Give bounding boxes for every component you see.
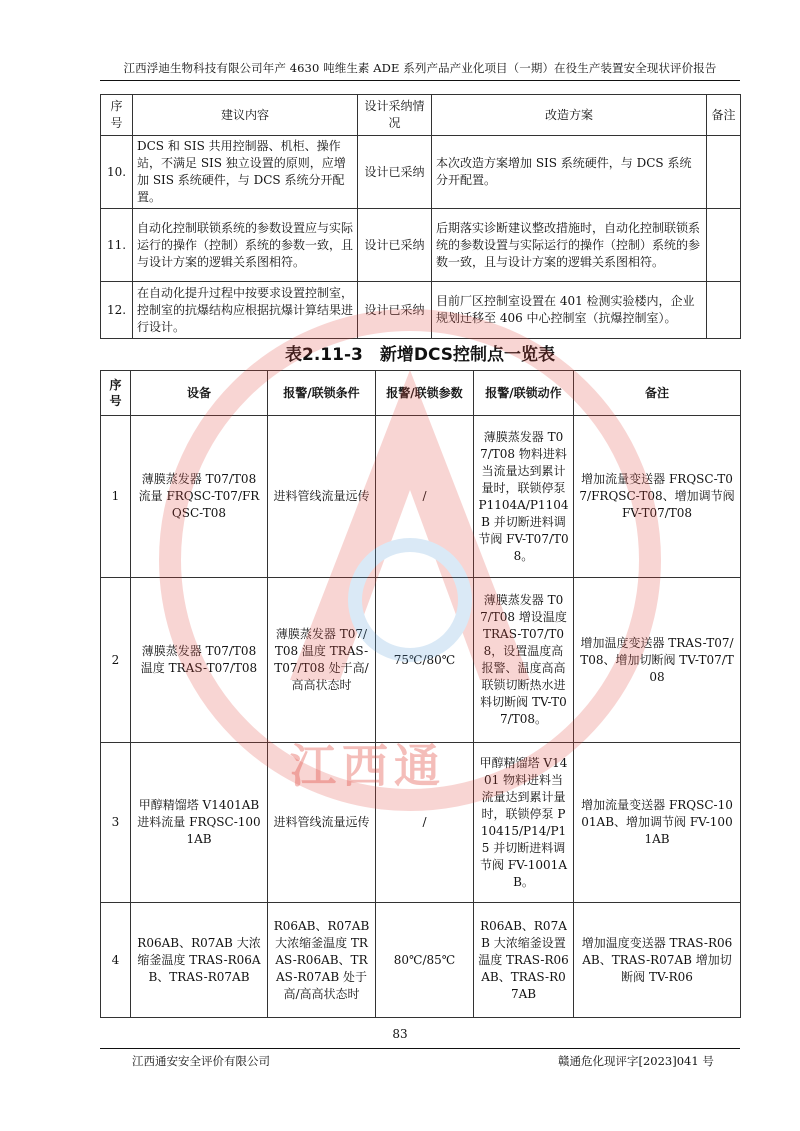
table-row	[101, 136, 741, 209]
row-no: 2	[101, 578, 131, 743]
alarm-action: 薄膜蒸发器 T07/T08 物料进料当流量达到累计量时，联锁停泵 P1104A/P1104B 并切断进料调节阀 FV-T07/T08。	[474, 416, 574, 578]
alarm-param: /	[376, 743, 474, 903]
t2-header-action: 报警/联锁动作	[474, 371, 574, 416]
row-no: 11.	[101, 209, 133, 282]
remark: 增加温度变送器 TRAS-T07/T08、增加切断阀 TV-T07/T08	[574, 578, 741, 743]
row-note	[707, 282, 741, 339]
modification-plan: 后期落实诊断建议整改措施时，自动化控制联锁系统的参数设置与实际运行的操作（控制）系统的参数一致，且与设计方案的逻辑关系图相符。	[432, 209, 707, 282]
table-row	[101, 743, 741, 903]
alarm-condition: 进料管线流量远传	[268, 743, 376, 903]
alarm-param: 80℃/85℃	[376, 903, 474, 1018]
suggestion-table	[100, 94, 741, 339]
remark: 增加温度变送器 TRAS-R06AB、TRAS-R07AB 增加切断阀 TV-R06	[574, 903, 741, 1018]
modification-plan: 目前厂区控制室设置在 401 检测实验楼内，企业规划迁移至 406 中心控制室（抗爆控制室）。	[432, 282, 707, 339]
alarm-condition: 薄膜蒸发器 T07/T08 温度 TRAS-T07/T08 处于高/高高状态时	[268, 578, 376, 743]
t1-header-no: 序号	[101, 95, 133, 136]
table-row	[101, 903, 741, 1018]
suggestion-content: 在自动化提升过程中按要求设置控制室，控制室的抗爆结构应根据抗爆计算结果进行设计。	[133, 282, 358, 339]
device: 薄膜蒸发器 T07/T08 流量 FRQSC-T07/FRQSC-T08	[131, 416, 268, 578]
suggestion-content: 自动化控制联锁系统的参数设置应与实际运行的操作（控制）系统的参数一致，且与设计方案的逻辑关系图相符。	[133, 209, 358, 282]
header-rule	[100, 80, 740, 81]
table-title: 表2.11-3 新增DCS控制点一览表	[285, 345, 555, 365]
t1-header-note: 备注	[707, 95, 741, 136]
table-row	[101, 282, 741, 339]
page-number: 83	[392, 1027, 408, 1041]
modification-plan: 本次改造方案增加 SIS 系统硬件，与 DCS 系统分开配置。	[432, 136, 707, 209]
device: 薄膜蒸发器 T07/T08 温度 TRAS-T07/T08	[131, 578, 268, 743]
table-row	[101, 578, 741, 743]
device: 甲醇精馏塔 V1401AB 进料流量 FRQSC-1001AB	[131, 743, 268, 903]
t2-header-condition: 报警/联锁条件	[268, 371, 376, 416]
t1-header-content: 建议内容	[133, 95, 358, 136]
row-no: 1	[101, 416, 131, 578]
alarm-param: /	[376, 416, 474, 578]
footer-company: 江西通安安全评价有限公司	[132, 1054, 270, 1068]
alarm-action: R06AB、R07AB 大浓缩釜设置温度 TRAS-R06AB、TRAS-R07AB	[474, 903, 574, 1018]
alarm-action: 薄膜蒸发器 T07/T08 增设温度 TRAS-T07/T08，设置温度高报警、温度高高联锁切断热水进料切断阀 TV-T07/T08。	[474, 578, 574, 743]
footer-report-no: 赣通危化现评字[2023]041 号	[558, 1054, 714, 1068]
t1-header-plan: 改造方案	[432, 95, 707, 136]
row-no: 10.	[101, 136, 133, 209]
row-no: 3	[101, 743, 131, 903]
suggestion-content: DCS 和 SIS 共用控制器、机柜、操作站，不满足 SIS 独立设置的原则，应增加 SIS 系统硬件，与 DCS 系统分开配置。	[133, 136, 358, 209]
table-row	[101, 416, 741, 578]
row-note	[707, 136, 741, 209]
page-header: 江西浮迪生物科技有限公司年产 4630 吨维生素 ADE 系列产品产业化项目（一期）在役生产装置安全现状评价报告	[123, 61, 717, 75]
t2-header-param: 报警/联锁参数	[376, 371, 474, 416]
alarm-condition: 进料管线流量远传	[268, 416, 376, 578]
t2-header-no: 序号	[101, 371, 131, 416]
table-row	[101, 209, 741, 282]
row-no: 4	[101, 903, 131, 1018]
footer-rule	[100, 1048, 740, 1049]
remark: 增加流量变送器 FRQSC-1001AB、增加调节阀 FV-1001AB	[574, 743, 741, 903]
adoption-status: 设计已采纳	[358, 282, 432, 339]
device: R06AB、R07AB 大浓缩釜温度 TRAS-R06AB、TRAS-R07AB	[131, 903, 268, 1018]
adoption-status: 设计已采纳	[358, 209, 432, 282]
alarm-action: 甲醇精馏塔 V1401 物料进料当流量达到累计量时，联锁停泵 P10415/P14/P15 并切断进料调节阀 FV-1001AB。	[474, 743, 574, 903]
dcs-control-points-table	[100, 370, 741, 1018]
remark: 增加流量变送器 FRQSC-T07/FRQSC-T08、增加调节阀 FV-T07/T08	[574, 416, 741, 578]
watermark-text: 江西通	[290, 739, 446, 793]
alarm-param: 75℃/80℃	[376, 578, 474, 743]
row-no: 12.	[101, 282, 133, 339]
adoption-status: 设计已采纳	[358, 136, 432, 209]
row-note	[707, 209, 741, 282]
t1-header-status: 设计采纳情况	[358, 95, 432, 136]
t2-header-remark: 备注	[574, 371, 741, 416]
alarm-condition: R06AB、R07AB 大浓缩釜温度 TRAS-R06AB、TRAS-R07AB 处于高/高高状态时	[268, 903, 376, 1018]
t2-header-device: 设备	[131, 371, 268, 416]
